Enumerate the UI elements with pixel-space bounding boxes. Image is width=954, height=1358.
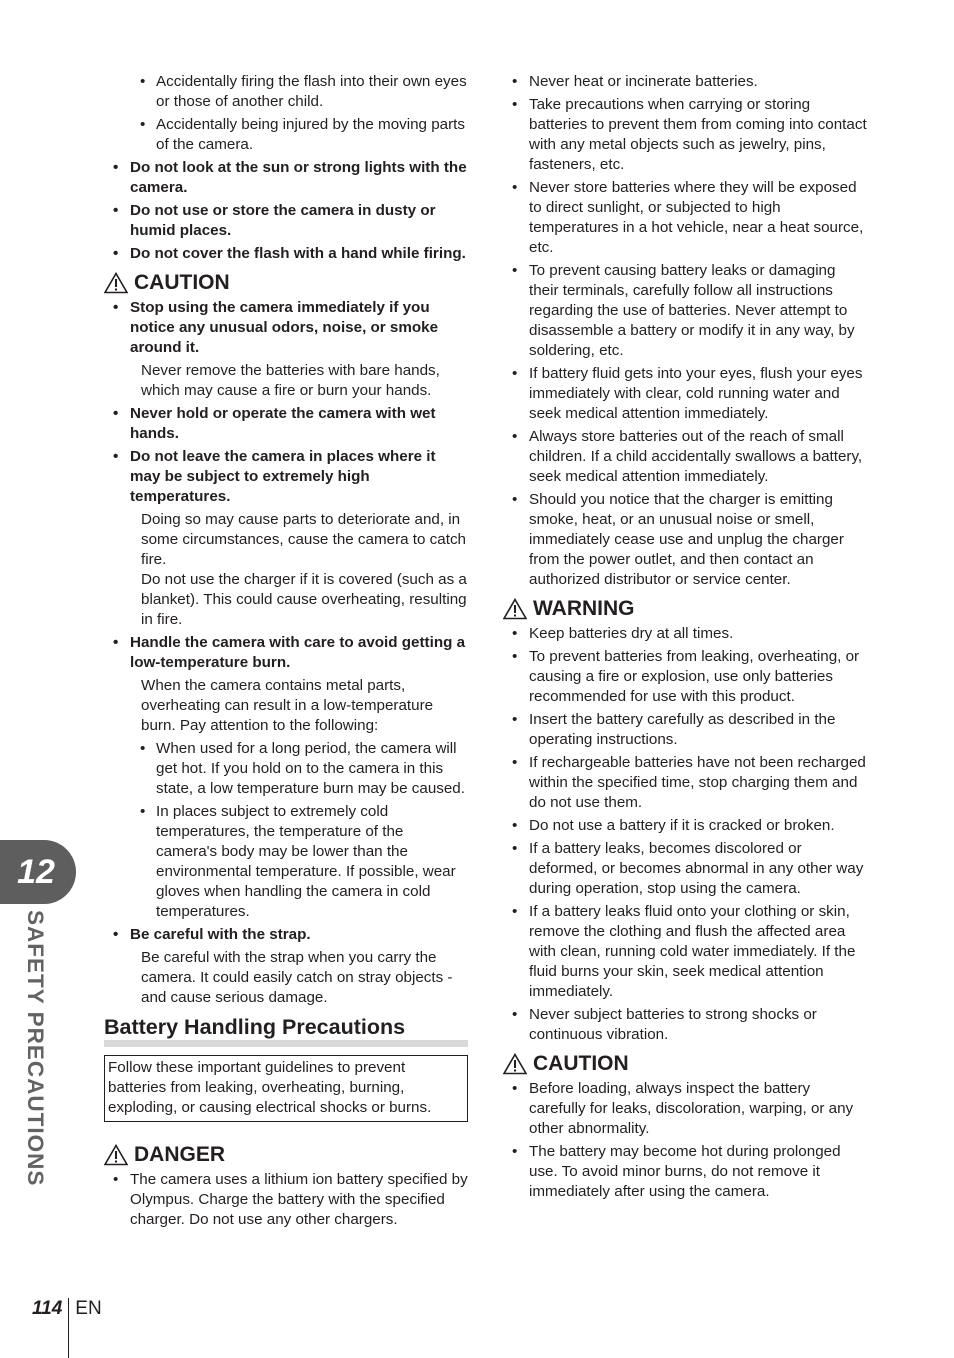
paragraph: Do not use the charger if it is covered (such as a blanket). This could cause overheating, resulting in fire. (141, 571, 467, 628)
list-item: • Do not look at the sun or strong lights with the camera. (104, 158, 468, 198)
list-item: • Always store batteries out of the reach of small children. If a child accidentally swallows a battery, seek medical attention immediately. (503, 427, 869, 487)
warning-triangle-icon (503, 1053, 527, 1075)
list-item: • If a battery leaks fluid onto your clothing or skin, remove the clothing and flush the affected area with clean, running cold water immediately. If the fluid burns your skin, seek medical attention immediately. (503, 902, 869, 1002)
section-title: Battery Handling Precautions (104, 1014, 468, 1047)
caution-heading (503, 1051, 869, 1077)
paragraph: Doing so may cause parts to deteriorate and, in some circumstances, cause the camera to catch fire. (141, 511, 466, 568)
footer-divider (68, 1298, 69, 1358)
list-item: • Never store batteries where they will be exposed to direct sunlight, or subjected to high temperatures in a hot vehicle, near a heat source, etc. (503, 178, 869, 258)
list-item: • Never subject batteries to strong shocks or continuous vibration. (503, 1005, 869, 1045)
list-item: • If rechargeable batteries have not been recharged within the specified time, stop charging them and do not use them. (503, 753, 869, 813)
page-footer (32, 1298, 102, 1358)
list-item: • Never heat or incinerate batteries. (503, 72, 869, 92)
left-column (104, 72, 468, 1233)
list-item: • The battery may become hot during prolonged use. To avoid minor burns, do not remove it immediately after using the camera. (503, 1142, 869, 1202)
list-item: • Do not use or store the camera in dusty or humid places. (104, 201, 468, 241)
list-item: • If a battery leaks, becomes discolored or deformed, or becomes abnormal in any other way during operation, stop using the camera. (503, 839, 869, 899)
right-column (503, 72, 869, 1205)
list-item: • When used for a long period, the camera will get hot. If you hold on to the camera in this state, a low temperature burn may be caused. (104, 739, 468, 799)
language-label: EN (75, 1298, 102, 1319)
list-item: • Before loading, always inspect the battery carefully for leaks, discoloration, warping, or any other abnormality. (503, 1079, 869, 1139)
list-item: • Never hold or operate the camera with wet hands. (104, 404, 468, 444)
warning-heading (503, 596, 869, 622)
paragraph: When the camera contains metal parts, overheating can result in a low-temperature burn. Pay attention to the following: (141, 677, 434, 734)
caution-heading-label: CAUTION (533, 1052, 629, 1075)
warning-triangle-icon (104, 272, 128, 294)
list-item: • If battery fluid gets into your eyes, flush your eyes immediately with clear, cold running water and seek medical attention immediately. (503, 364, 869, 424)
list-item: • Do not cover the flash with a hand while firing. (104, 244, 468, 264)
list-item: • Accidentally being injured by the moving parts of the camera. (104, 115, 468, 155)
chapter-tab (0, 840, 76, 904)
danger-heading-label: DANGER (134, 1143, 226, 1166)
list-item: • To prevent causing battery leaks or damaging their terminals, carefully follow all instructions regarding the use of batteries. Never attempt to disassemble a battery or modify it in any way, by soldering, etc. (503, 261, 869, 361)
caution-heading (104, 270, 468, 296)
paragraph: Never remove the batteries with bare hands, which may cause a fire or burn your hands. (141, 362, 440, 399)
chapter-number: 12 (17, 852, 55, 891)
danger-heading (104, 1142, 468, 1168)
list-item: • Handle the camera with care to avoid getting a low-temperature burn. (104, 633, 468, 673)
list-item: • Be careful with the strap. (104, 925, 468, 945)
list-item: • Keep batteries dry at all times. (503, 624, 869, 644)
list-item: • To prevent batteries from leaking, overheating, or causing a fire or explosion, use only batteries recommended for use with this product. (503, 647, 869, 707)
paragraph: Be careful with the strap when you carry the camera. It could easily catch on stray objects - and cause serious damage. (141, 949, 453, 1006)
list-item: • Stop using the camera immediately if you notice any unusual odors, noise, or smoke around it. (104, 298, 468, 358)
caution-heading-label: CAUTION (134, 271, 230, 294)
list-item: • Accidentally firing the flash into their own eyes or those of another child. (104, 72, 468, 112)
list-item: • Do not leave the camera in places where it may be subject to extremely high temperatures. (104, 447, 468, 507)
warning-heading-label: WARNING (533, 597, 635, 620)
list-item: • Should you notice that the charger is emitting smoke, heat, or an unusual noise or smell, immediately cease use and unplug the charger from the power outlet, and then contact an authorized distributor or service center. (503, 490, 869, 590)
warning-triangle-icon (104, 1144, 128, 1166)
list-item: • In places subject to extremely cold temperatures, the temperature of the camera's body may be lower than the environmental temperature. If possible, wear gloves when handling the camera in cold temperatures. (104, 802, 468, 922)
notice-box: Follow these important guidelines to prevent batteries from leaking, overheating, burning, exploding, or causing electrical shocks or burns. (104, 1055, 468, 1122)
warning-triangle-icon (503, 598, 527, 620)
chapter-title: SAFETY PRECAUTIONS (23, 910, 48, 1187)
list-item: • The camera uses a lithium ion battery specified by Olympus. Charge the battery with the specified charger. Do not use any other chargers. (104, 1170, 468, 1230)
list-item: • Take precautions when carrying or storing batteries to prevent them from coming into contact with any metal objects such as jewelry, pins, fasteners, etc. (503, 95, 869, 175)
list-item: • Insert the battery carefully as described in the operating instructions. (503, 710, 869, 750)
page-number: 114 (32, 1298, 63, 1319)
list-item: • Do not use a battery if it is cracked or broken. (503, 816, 869, 836)
